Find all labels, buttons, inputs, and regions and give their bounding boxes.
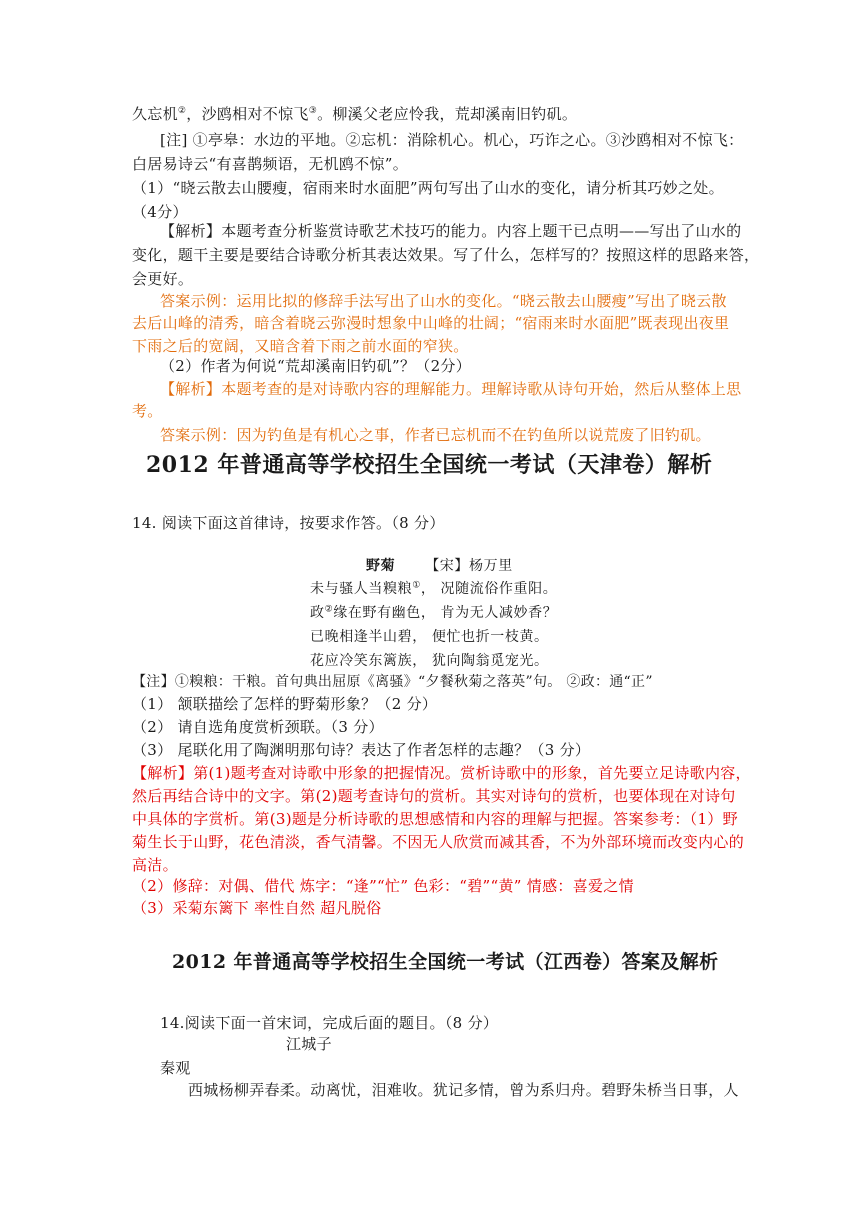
ci-line-1: 西城杨柳弄春柔。动离忧，泪难收。犹记多情，曾为系归舟。碧野朱桥当日事，人	[188, 1081, 739, 1099]
question-1-line-2: （4分）	[132, 203, 188, 221]
question-1-line-1: （1）“晓云散去山腰瘦，宿雨来时水面肥”两句写出了山水的变化，请分析其巧妙之处。	[132, 179, 724, 197]
answer-2: 答案示例：因为钓鱼是有机心之事，作者已忘机而不在钓鱼所以说荒废了旧钓矶。	[160, 426, 711, 444]
sub-question-2: （2） 请自选角度赏析颈联。（3 分）	[132, 718, 384, 736]
tianjin-answer-2: （2）修辞：对偶、借代 炼字：“逢”“忙” 色彩：“碧”“黄” 情感：喜爱之情	[132, 877, 634, 895]
analysis-1-line-2: 变化，题干主要是要结合诗歌分析其表达效果。写了什么，怎样写的？按照这样的思路来答，	[132, 246, 760, 264]
sub-question-1: （1） 颔联描绘了怎样的野菊形象？（2 分）	[132, 695, 438, 713]
analysis-1-line-1: 【解析】本题考查分析鉴赏诗歌艺术技巧的能力。内容上题干已点明——写出了山水的	[160, 222, 742, 240]
answer-1-line-1: 答案示例：运用比拟的修辞手法写出了山水的变化。“晓云散去山腰瘦”写出了晓云散	[160, 292, 727, 310]
question-14-tianjin: 14. 阅读下面这首律诗，按要求作答。（8 分）	[132, 514, 445, 532]
question-14-jiangxi: 14.阅读下面一首宋词，完成后面的题目。（8 分）	[160, 1014, 499, 1032]
poem-continuation-line: 久忘机②，沙鸥相对不惊飞③。柳溪父老应怜我，荒却溪南旧钓矶。	[132, 105, 578, 123]
answer-1-line-2: 去后山峰的清秀，暗含着晓云弥漫时想象中山峰的壮阔；“宿雨来时水面肥”既表现出夜里	[132, 314, 730, 332]
tianjin-analysis-line-4: 菊生长于山野，花色清淡，香气清馨。不因无人欣赏而减其香，不为外部环境而改变内心的	[132, 833, 745, 851]
ci-author: 秦观	[160, 1059, 191, 1077]
tianjin-analysis-line-5: 高洁。	[132, 856, 178, 874]
poem-line-3: 已晚相逢半山碧， 便忙也折一枝黄。	[310, 629, 549, 645]
tianjin-analysis-line-2: 然后再结合诗中的文字。第(2)题考查诗句的赏析。其实对诗句的赏析，也要体现在对诗句	[132, 787, 736, 805]
analysis-1-line-3: 会更好。	[132, 270, 194, 288]
section-title-tianjin: 2012 年普通高等学校招生全国统一考试（天津卷）解析	[146, 452, 713, 478]
poem-note: 【注】①糗粮：干粮。首句典出屈原《离骚》“夕餐秋菊之落英”句。 ②政：通“正”	[132, 674, 653, 690]
note-line-2: 白居易诗云“有喜鹊频语，无机鸥不惊”。	[132, 155, 409, 173]
tianjin-answer-3: （3）采菊东篱下 率性自然 超凡脱俗	[132, 899, 382, 917]
tianjin-analysis-line-3: 中具体的字赏析。第(3)题是分析诗歌的思想感情和内容的理解与把握。答案参考：（1）野	[132, 810, 738, 828]
analysis-2-line-1: 【解析】本题考查的是对诗歌内容的理解能力。理解诗歌从诗句开始，然后从整体上思	[160, 380, 742, 398]
analysis-2-line-2: 考。	[132, 402, 163, 420]
poem-line-1: 未与骚人当糗粮①， 况随流俗作重阳。	[310, 580, 558, 597]
tianjin-analysis-line-1: 【解析】第(1)题考查对诗歌中形象的把握情况。赏析诗歌中的形象，首先要立足诗歌内容，	[132, 764, 751, 782]
note-line-1: [注] ①亭皋：水边的平地。②忘机：消除机心。机心，巧诈之心。③沙鸥相对不惊飞：	[160, 131, 744, 149]
section-title-jiangxi: 2012 年普通高等学校招生全国统一考试（江西卷）答案及解析	[172, 951, 719, 973]
answer-1-line-3: 下雨之后的宽阔，又暗含着下雨之前水面的窄狭。	[132, 337, 469, 355]
question-2: （2）作者为何说“荒却溪南旧钓矶”？（2分）	[160, 357, 472, 375]
poem-heading: 野菊 【宋】杨万里	[366, 558, 513, 574]
poem-line-2: 政②缘在野有幽色， 肯为无人减妙香？	[310, 604, 558, 621]
sub-question-3: （3） 尾联化用了陶渊明那句诗？表达了作者怎样的志趣？（3 分）	[132, 741, 591, 759]
ci-title: 江城子	[286, 1035, 332, 1053]
poem-line-4: 花应冷笑东篱族， 犹向陶翁觅宠光。	[310, 653, 549, 669]
